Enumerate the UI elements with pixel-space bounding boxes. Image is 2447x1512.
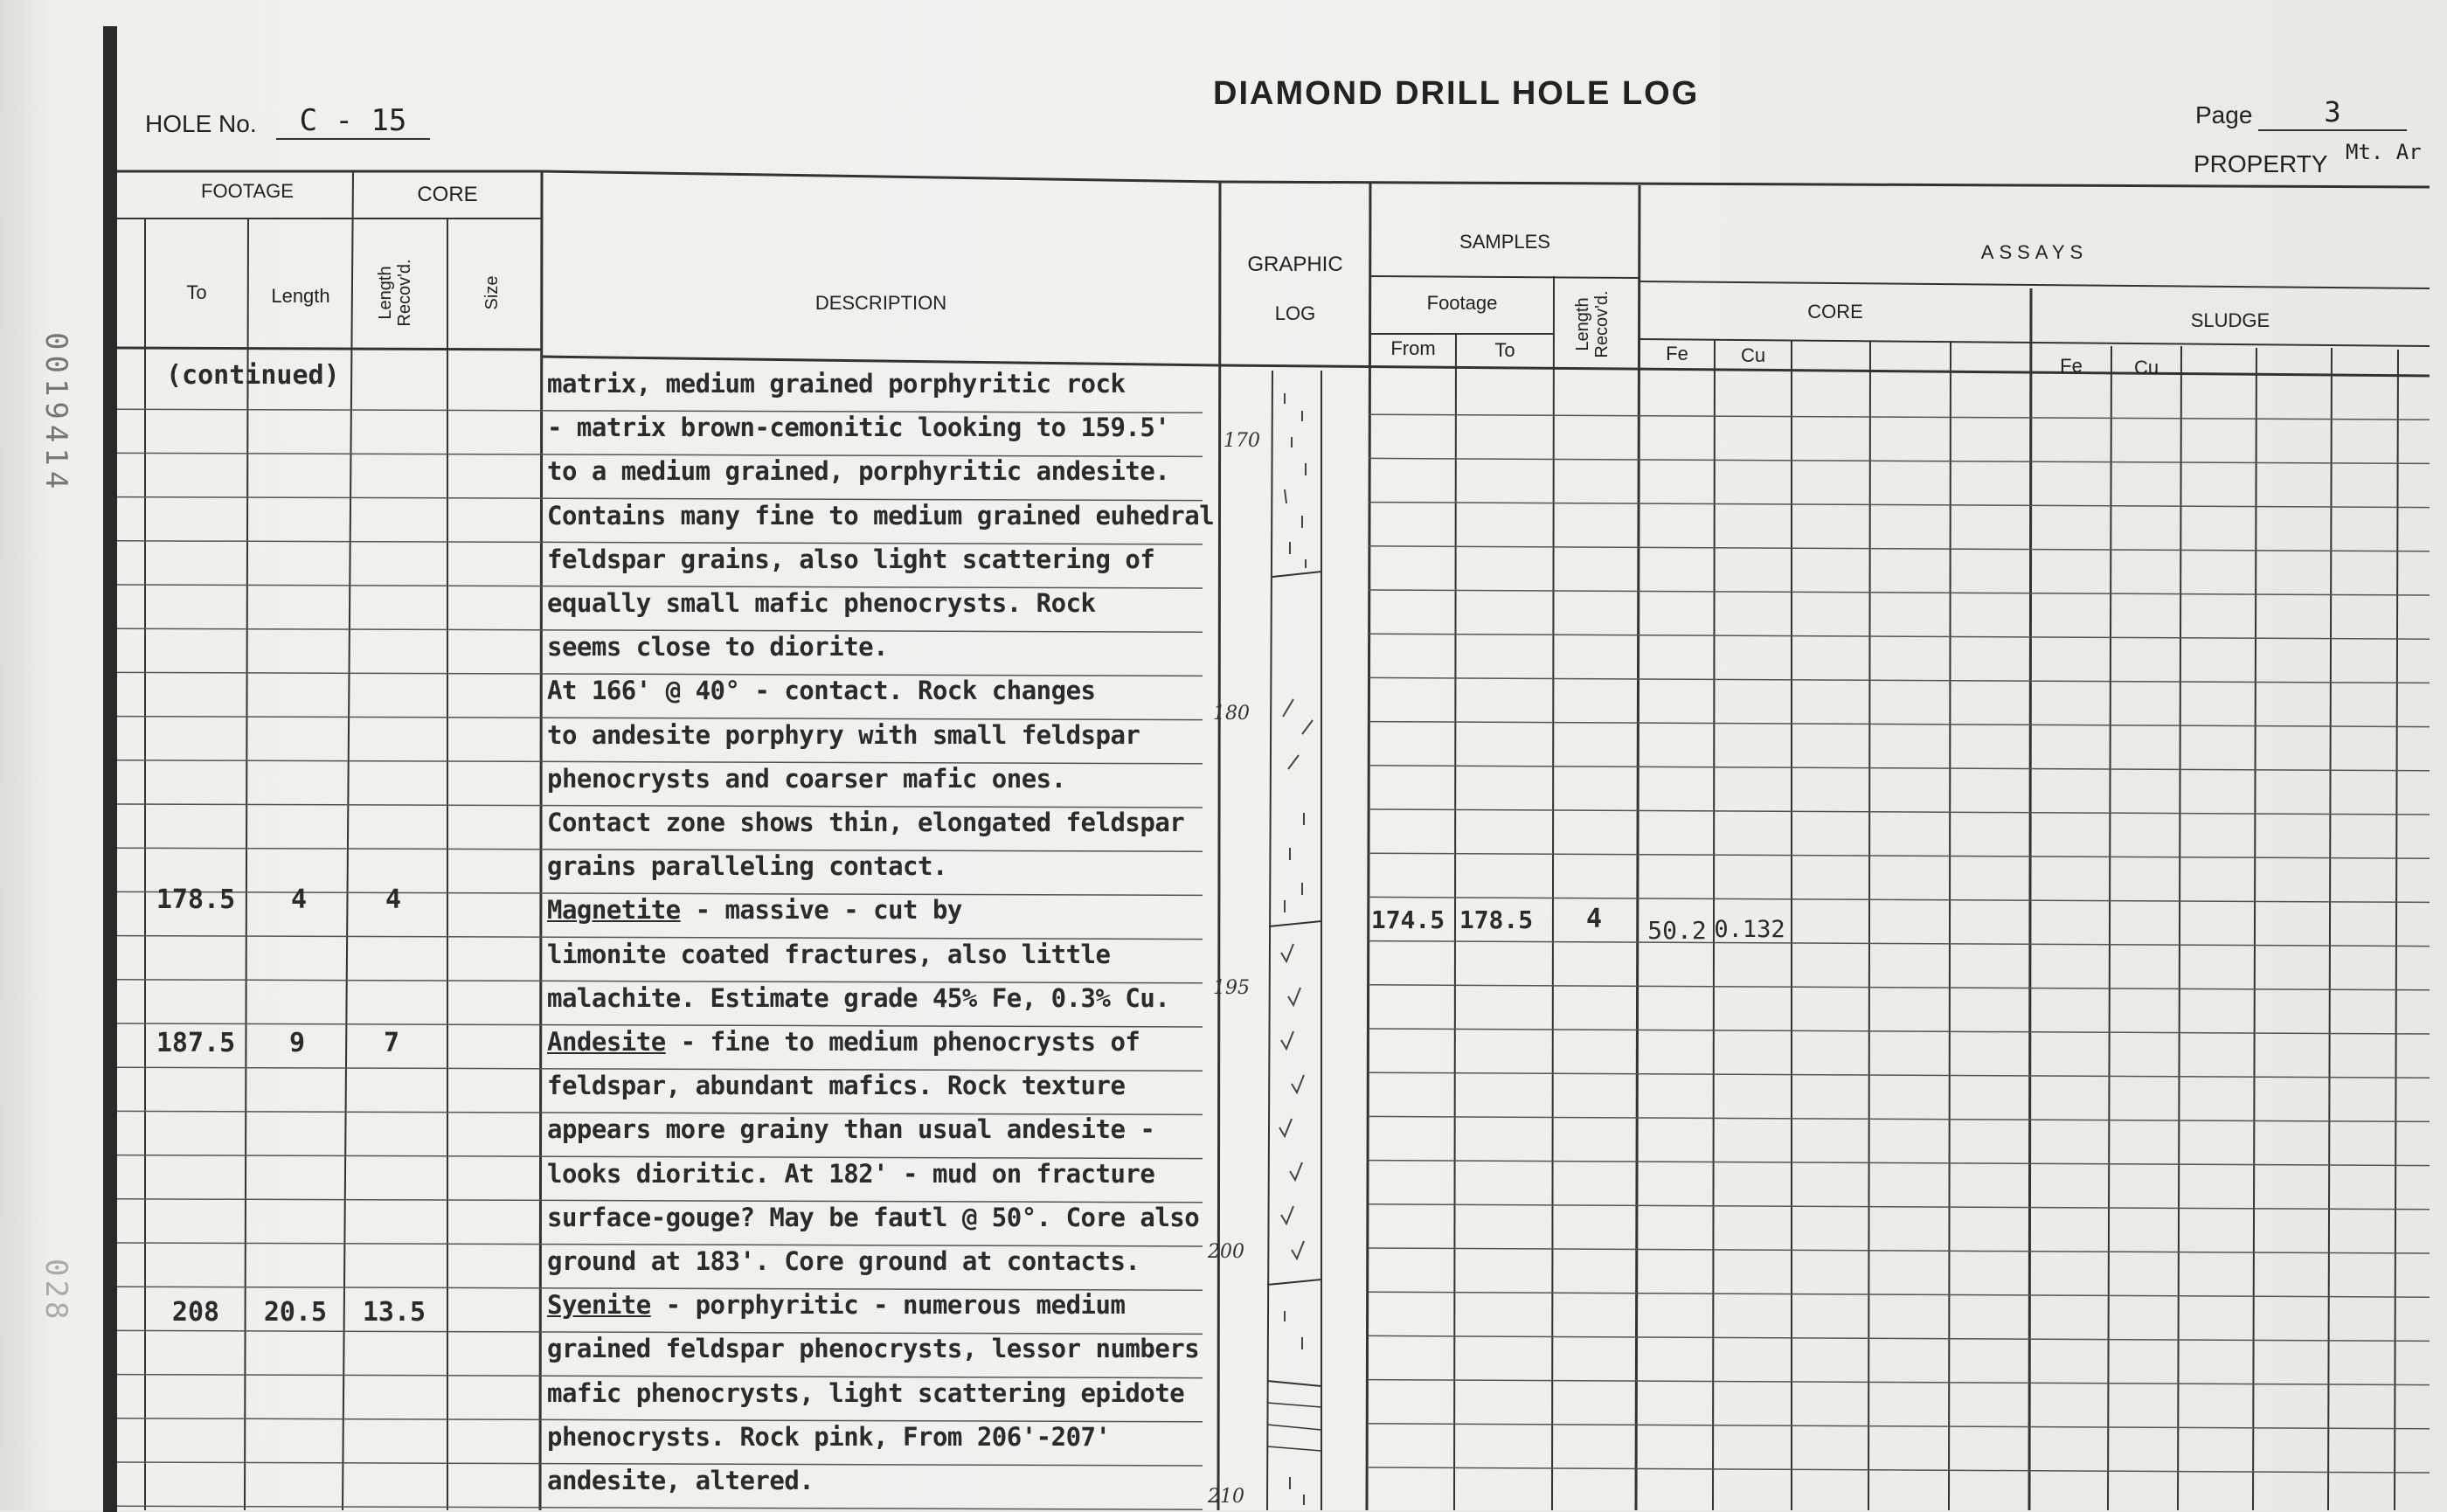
description-line: feldspar grains, also light scattering of <box>547 544 1155 574</box>
interval-3-to: 208 <box>171 1297 220 1328</box>
description-line: At 166' @ 40° - contact. Rock changes <box>547 676 1096 706</box>
property-value: Mt. Ar <box>2346 140 2422 164</box>
core-cu-header: Cu <box>1740 344 1766 366</box>
description-line: grained feldspar phenocrysts, lessor numbers <box>547 1334 1200 1364</box>
description-line: seems close to diorite. <box>547 632 889 662</box>
description-line: equally small mafic phenocrysts. Rock <box>547 588 1096 618</box>
description-line: malachite. Estimate grade 45% Fe, 0.3% Cu. <box>547 982 1170 1013</box>
graphic-header: GRAPHIC <box>1247 253 1343 276</box>
description-line: andesite, altered. <box>547 1466 815 1495</box>
description-line: surface-gouge? May be fautl @ 50°. Core also <box>547 1202 1200 1232</box>
description-line: to andesite porphyry with small feldspar <box>547 719 1140 750</box>
graphic-depth-200: 200 <box>1208 1241 1244 1263</box>
sludge-cu-header: Cu <box>2133 357 2159 378</box>
description-line: phenocrysts and coarser mafic ones. <box>547 763 1066 794</box>
interval-1-to: 178.5 <box>156 884 236 915</box>
assays-sludge-header: SLUDGE <box>2190 309 2270 331</box>
core-size-header: Size <box>482 275 502 310</box>
samples-length-recovered-header: Length Recov'd. <box>1573 290 1612 358</box>
core-fe-header: Fe <box>1666 343 1688 364</box>
property-label: PROPERTY <box>2194 150 2328 177</box>
description-line: matrix, medium grained porphyritic rock <box>547 369 1126 399</box>
description-line: Contains many fine to medium grained euhedral <box>547 500 1215 531</box>
interval-3-recovered: 13.5 <box>362 1297 426 1328</box>
graphic-depth-210: 210 <box>1208 1486 1244 1508</box>
page-number-value: 3 <box>2258 94 2407 131</box>
description-line: - matrix brown-cemonitic looking to 159.5' <box>547 413 1170 443</box>
hole-number-value: C - 15 <box>276 103 430 140</box>
assay-core-cu: 0.132 <box>1714 916 1785 943</box>
description-line: feldspar, abundant mafics. Rock texture <box>547 1071 1126 1101</box>
form-title: DIAMOND DRILL HOLE LOG <box>1213 75 1700 112</box>
continued-note: (continued) <box>166 360 340 391</box>
core-length-recovered-header: Length Recov'd. <box>376 259 414 327</box>
hole-number-label: HOLE No. <box>145 110 257 137</box>
sample-length: 4 <box>1585 904 1603 934</box>
description-line: grains paralleling contact. <box>547 851 947 882</box>
sample-from: 174.5 <box>1370 905 1445 934</box>
length-header: Length <box>271 285 330 307</box>
interval-2-recovered: 7 <box>383 1028 400 1058</box>
description-line: Syenite - porphyritic - numerous medium <box>547 1290 1126 1321</box>
graphic-depth-195: 195 <box>1213 977 1250 999</box>
samples-from-header: From <box>1390 337 1436 359</box>
log-header: LOG <box>1274 302 1316 324</box>
side-stamp-number-2: 028 <box>38 1259 73 1323</box>
description-line: limonite coated fractures, also little <box>547 939 1111 969</box>
description-line: ground at 183'. Core ground at contacts. <box>547 1246 1140 1276</box>
to-header: To <box>186 281 207 303</box>
graphic-depth-180: 180 <box>1213 703 1250 725</box>
description-line: to a medium grained, porphyritic andesite. <box>547 456 1170 487</box>
assays-core-header: CORE <box>1807 301 1863 323</box>
interval-2-length: 9 <box>288 1028 306 1058</box>
description-line: Contact zone shows thin, elongated feldspar <box>547 808 1185 837</box>
assays-header: ASSAYS <box>1980 241 2089 263</box>
description-line: Andesite - fine to medium phenocrysts of <box>547 1027 1140 1057</box>
sample-to: 178.5 <box>1459 905 1534 934</box>
samples-header: SAMPLES <box>1459 231 1550 253</box>
sludge-fe-header: Fe <box>2060 355 2083 377</box>
description-line: phenocrysts. Rock pink, From 206'-207' <box>547 1421 1111 1452</box>
interval-1-length: 4 <box>290 884 308 915</box>
page-label: Page <box>2195 101 2253 128</box>
description-line: looks dioritic. At 182' - mud on fracture <box>547 1158 1155 1189</box>
interval-3-length: 20.5 <box>263 1297 328 1328</box>
interval-2-to: 187.5 <box>156 1028 236 1058</box>
samples-to-header: To <box>1494 339 1515 361</box>
description-line: appears more grainy than usual andesite - <box>547 1114 1155 1145</box>
assay-core-fe: 50.2 <box>1647 916 1707 945</box>
description-line: Magnetite - massive - cut by <box>547 895 962 926</box>
samples-footage-header: Footage <box>1426 292 1498 314</box>
graphic-depth-170: 170 <box>1224 430 1260 452</box>
description-header: DESCRIPTION <box>815 292 947 314</box>
side-stamp-number: 0019414 <box>38 332 73 495</box>
interval-1-recovered: 4 <box>385 884 402 915</box>
core-header: CORE <box>417 183 478 206</box>
description-line: mafic phenocrysts, light scattering epidote <box>547 1377 1185 1408</box>
footage-header: FOOTAGE <box>201 180 294 202</box>
